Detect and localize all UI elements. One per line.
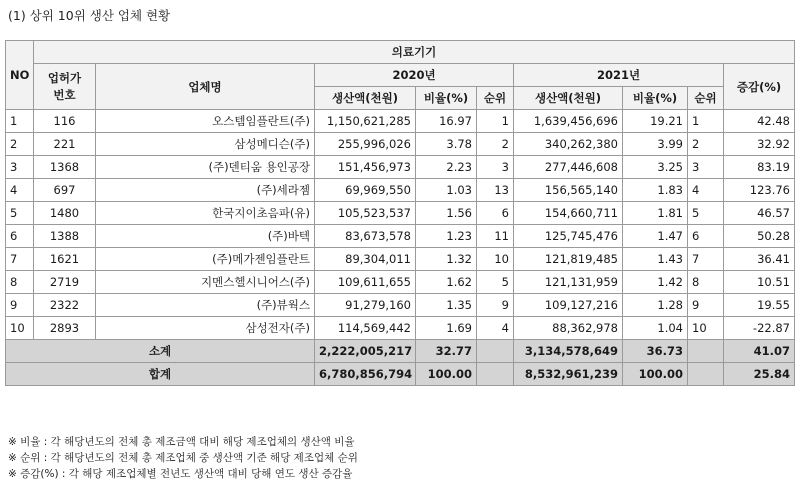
cell-permit: 2719 <box>34 271 96 294</box>
page-title: (1) 상위 10위 생산 업체 현황 <box>8 8 171 23</box>
cell-ratio-2021: 3.25 <box>623 156 688 179</box>
cell-company-name: (주)바텍 <box>96 225 315 248</box>
cell-rank-2020: 4 <box>477 317 514 340</box>
cell-production-2020: 89,304,011 <box>315 248 416 271</box>
cell-permit: 2893 <box>34 317 96 340</box>
cell-ratio-2021: 1.83 <box>623 179 688 202</box>
cell-production-2021: 1,639,456,696 <box>514 110 623 133</box>
cell-production-2021: 121,131,959 <box>514 271 623 294</box>
total-label: 합계 <box>6 363 315 386</box>
cell-rank-2020: 9 <box>477 294 514 317</box>
cell-no: 7 <box>6 248 34 271</box>
header-production-2021: 생산액(천원) <box>514 87 623 110</box>
cell-rank-2020: 1 <box>477 110 514 133</box>
cell-company-name: 지멘스헬시니어스(주) <box>96 271 315 294</box>
cell-production-2021: 340,262,380 <box>514 133 623 156</box>
cell-rank-2021: 5 <box>688 202 724 225</box>
cell-permit: 221 <box>34 133 96 156</box>
cell-company-name: 삼성메디슨(주) <box>96 133 315 156</box>
cell-permit: 1621 <box>34 248 96 271</box>
cell-production-2020: 255,996,026 <box>315 133 416 156</box>
cell-company-name: (주)메가젠임플란트 <box>96 248 315 271</box>
header-company-name: 업체명 <box>96 64 315 110</box>
cell-rank-2021: 4 <box>688 179 724 202</box>
cell-change: -22.87 <box>724 317 795 340</box>
header-year-2020: 2020년 <box>315 64 514 87</box>
cell-production-2020: 105,523,537 <box>315 202 416 225</box>
cell-ratio-2021: 1.47 <box>623 225 688 248</box>
cell-rank-2021: 10 <box>688 317 724 340</box>
cell-change: 36.41 <box>724 248 795 271</box>
cell-ratio-2021: 1.81 <box>623 202 688 225</box>
cell-no: 1 <box>6 110 34 133</box>
cell-production-2020: 1,150,621,285 <box>315 110 416 133</box>
cell-permit: 1480 <box>34 202 96 225</box>
cell-ratio-2020: 1.23 <box>416 225 477 248</box>
total-production-2020: 6,780,856,794 <box>315 363 416 386</box>
cell-permit: 697 <box>34 179 96 202</box>
subtotal-change: 41.07 <box>724 340 795 363</box>
subtotal-rank-2021 <box>688 340 724 363</box>
header-ratio-2020: 비율(%) <box>416 87 477 110</box>
cell-production-2020: 69,969,550 <box>315 179 416 202</box>
subtotal-rank-2020 <box>477 340 514 363</box>
cell-production-2020: 109,611,655 <box>315 271 416 294</box>
cell-production-2020: 83,673,578 <box>315 225 416 248</box>
cell-ratio-2020: 1.03 <box>416 179 477 202</box>
cell-rank-2020: 10 <box>477 248 514 271</box>
cell-ratio-2021: 1.28 <box>623 294 688 317</box>
total-row <box>6 363 795 386</box>
cell-ratio-2021: 1.42 <box>623 271 688 294</box>
total-ratio-2020: 100.00 <box>416 363 477 386</box>
cell-ratio-2021: 19.21 <box>623 110 688 133</box>
cell-no: 10 <box>6 317 34 340</box>
cell-ratio-2020: 16.97 <box>416 110 477 133</box>
cell-rank-2020: 11 <box>477 225 514 248</box>
cell-change: 46.57 <box>724 202 795 225</box>
cell-rank-2021: 9 <box>688 294 724 317</box>
cell-ratio-2020: 1.56 <box>416 202 477 225</box>
table-row <box>6 156 795 179</box>
cell-no: 8 <box>6 271 34 294</box>
total-rank-2020 <box>477 363 514 386</box>
cell-permit: 1388 <box>34 225 96 248</box>
cell-change: 19.55 <box>724 294 795 317</box>
total-production-2021: 8,532,961,239 <box>514 363 623 386</box>
cell-change: 123.76 <box>724 179 795 202</box>
cell-change: 50.28 <box>724 225 795 248</box>
cell-permit: 2322 <box>34 294 96 317</box>
cell-company-name: 한국지이초음파(유) <box>96 202 315 225</box>
table-row <box>6 110 795 133</box>
cell-production-2021: 125,745,476 <box>514 225 623 248</box>
header-rank-2020: 순위 <box>477 87 514 110</box>
cell-rank-2020: 13 <box>477 179 514 202</box>
subtotal-ratio-2021: 36.73 <box>623 340 688 363</box>
cell-production-2020: 151,456,973 <box>315 156 416 179</box>
table-row <box>6 271 795 294</box>
cell-company-name: (주)덴티움 용인공장 <box>96 156 315 179</box>
table-row <box>6 248 795 271</box>
footnote-change: ※ 증감(%) : 각 해당 제조업체별 전년도 생산액 대비 당해 연도 생산 증감율 <box>8 468 353 480</box>
table-row <box>6 294 795 317</box>
header-change: 증감(%) <box>724 64 795 110</box>
cell-rank-2021: 8 <box>688 271 724 294</box>
header-category: 의료기기 <box>34 41 795 64</box>
cell-rank-2021: 3 <box>688 156 724 179</box>
cell-rank-2021: 1 <box>688 110 724 133</box>
cell-production-2020: 91,279,160 <box>315 294 416 317</box>
cell-production-2021: 88,362,978 <box>514 317 623 340</box>
cell-change: 32.92 <box>724 133 795 156</box>
cell-rank-2020: 3 <box>477 156 514 179</box>
cell-no: 2 <box>6 133 34 156</box>
table-row <box>6 317 795 340</box>
header-ratio-2021: 비율(%) <box>623 87 688 110</box>
header-rank-2021: 순위 <box>688 87 724 110</box>
cell-permit: 116 <box>34 110 96 133</box>
cell-no: 6 <box>6 225 34 248</box>
table-row <box>6 133 795 156</box>
subtotal-row <box>6 340 795 363</box>
footnotes <box>8 434 358 482</box>
cell-no: 3 <box>6 156 34 179</box>
cell-company-name: 삼성전자(주) <box>96 317 315 340</box>
cell-rank-2020: 2 <box>477 133 514 156</box>
cell-rank-2021: 6 <box>688 225 724 248</box>
header-year-2021: 2021년 <box>514 64 724 87</box>
cell-change: 42.48 <box>724 110 795 133</box>
cell-rank-2020: 6 <box>477 202 514 225</box>
table-row <box>6 179 795 202</box>
cell-no: 9 <box>6 294 34 317</box>
total-rank-2021 <box>688 363 724 386</box>
cell-rank-2021: 2 <box>688 133 724 156</box>
footnote-rank: ※ 순위 : 각 해당년도의 전체 총 제조업체 중 생산액 기준 해당 제조업체 순위 <box>8 452 358 464</box>
total-change: 25.84 <box>724 363 795 386</box>
table-row <box>6 225 795 248</box>
cell-ratio-2021: 1.43 <box>623 248 688 271</box>
cell-ratio-2020: 1.35 <box>416 294 477 317</box>
cell-company-name: (주)뷰웍스 <box>96 294 315 317</box>
cell-production-2021: 121,819,485 <box>514 248 623 271</box>
table-row <box>6 202 795 225</box>
cell-no: 5 <box>6 202 34 225</box>
cell-production-2021: 156,565,140 <box>514 179 623 202</box>
cell-production-2020: 114,569,442 <box>315 317 416 340</box>
cell-ratio-2020: 2.23 <box>416 156 477 179</box>
cell-no: 4 <box>6 179 34 202</box>
header-no: NO <box>6 41 34 110</box>
cell-ratio-2020: 1.62 <box>416 271 477 294</box>
cell-company-name: (주)세라젬 <box>96 179 315 202</box>
cell-ratio-2021: 1.04 <box>623 317 688 340</box>
cell-company-name: 오스템임플란트(주) <box>96 110 315 133</box>
subtotal-ratio-2020: 32.77 <box>416 340 477 363</box>
subtotal-production-2020: 2,222,005,217 <box>315 340 416 363</box>
cell-change: 83.19 <box>724 156 795 179</box>
production-table <box>5 40 795 386</box>
cell-ratio-2020: 3.78 <box>416 133 477 156</box>
cell-rank-2021: 7 <box>688 248 724 271</box>
cell-ratio-2020: 1.69 <box>416 317 477 340</box>
cell-permit: 1368 <box>34 156 96 179</box>
subtotal-label: 소계 <box>6 340 315 363</box>
cell-production-2021: 109,127,216 <box>514 294 623 317</box>
cell-rank-2020: 5 <box>477 271 514 294</box>
footnote-ratio: ※ 비율 : 각 해당년도의 전체 총 제조금액 대비 해당 제조업체의 생산액 비율 <box>8 436 355 448</box>
header-permit-no: 업허가 번호 <box>34 64 96 110</box>
cell-change: 10.51 <box>724 271 795 294</box>
header-production-2020: 생산액(천원) <box>315 87 416 110</box>
cell-ratio-2021: 3.99 <box>623 133 688 156</box>
subtotal-production-2021: 3,134,578,649 <box>514 340 623 363</box>
total-ratio-2021: 100.00 <box>623 363 688 386</box>
cell-production-2021: 277,446,608 <box>514 156 623 179</box>
cell-ratio-2020: 1.32 <box>416 248 477 271</box>
cell-production-2021: 154,660,711 <box>514 202 623 225</box>
